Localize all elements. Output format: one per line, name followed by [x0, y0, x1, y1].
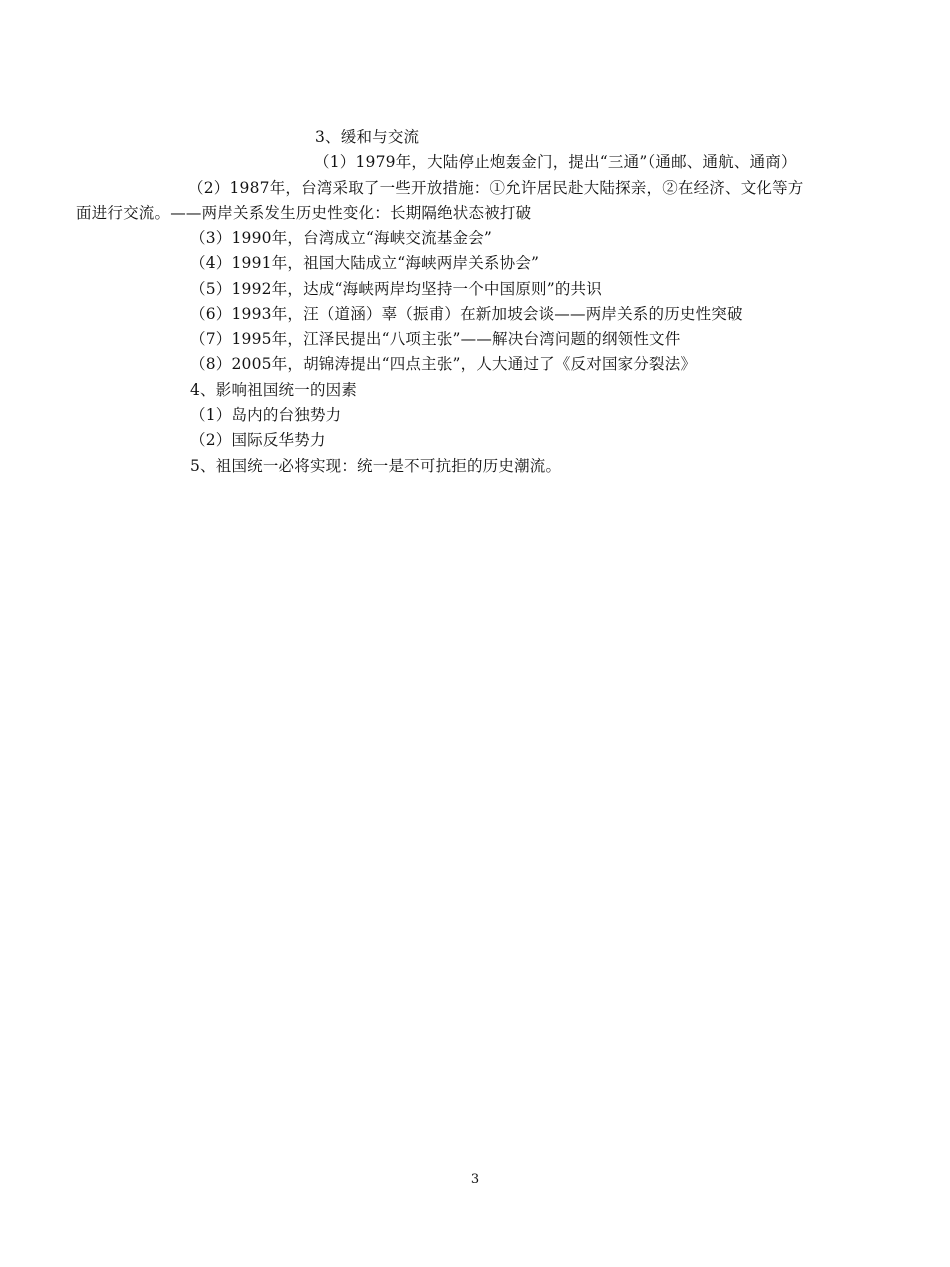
section-4-heading: 4、影响祖国统一的因素 [190, 381, 358, 399]
section-3-item-5: （5）1992年，达成“海峡两岸均坚持一个中国原则”的共识 [190, 280, 602, 298]
section-4-item-1: （1）岛内的台独势力 [190, 406, 342, 424]
page-number: 3 [470, 1172, 480, 1187]
section-3-item-2: （2）1987年，台湾采取了一些开放措施：①允许居民赴大陆探亲，②在经济、文化等方 [188, 179, 804, 197]
section-3-item-1: （1）1979年，大陆停止炮轰金门，提出“三通”（通邮、通航、通商） [314, 153, 797, 171]
section-4-item-2: （2）国际反华势力 [190, 431, 326, 449]
section-3-item-7: （7）1995年，江泽民提出“八项主张”——解决台湾问题的纲领性文件 [190, 330, 681, 348]
section-3-item-2-continued: 面进行交流。——两岸关系发生历史性变化：长期隔绝状态被打破 [76, 204, 532, 222]
section-3-item-3: （3）1990年，台湾成立“海峡交流基金会” [190, 229, 493, 247]
section-3-heading: 3、缓和与交流 [315, 128, 420, 146]
section-5-heading: 5、祖国统一必将实现：统一是不可抗拒的历史潮流。 [190, 457, 562, 475]
section-3-item-8: （8）2005年，胡锦涛提出“四点主张”，人大通过了《反对国家分裂法》 [190, 355, 697, 373]
section-3-item-4: （4）1991年，祖国大陆成立“海峡两岸关系协会” [190, 254, 540, 272]
section-3-item-6: （6）1993年，汪（道涵）辜（振甫）在新加坡会谈——两岸关系的历史性突破 [190, 305, 743, 323]
